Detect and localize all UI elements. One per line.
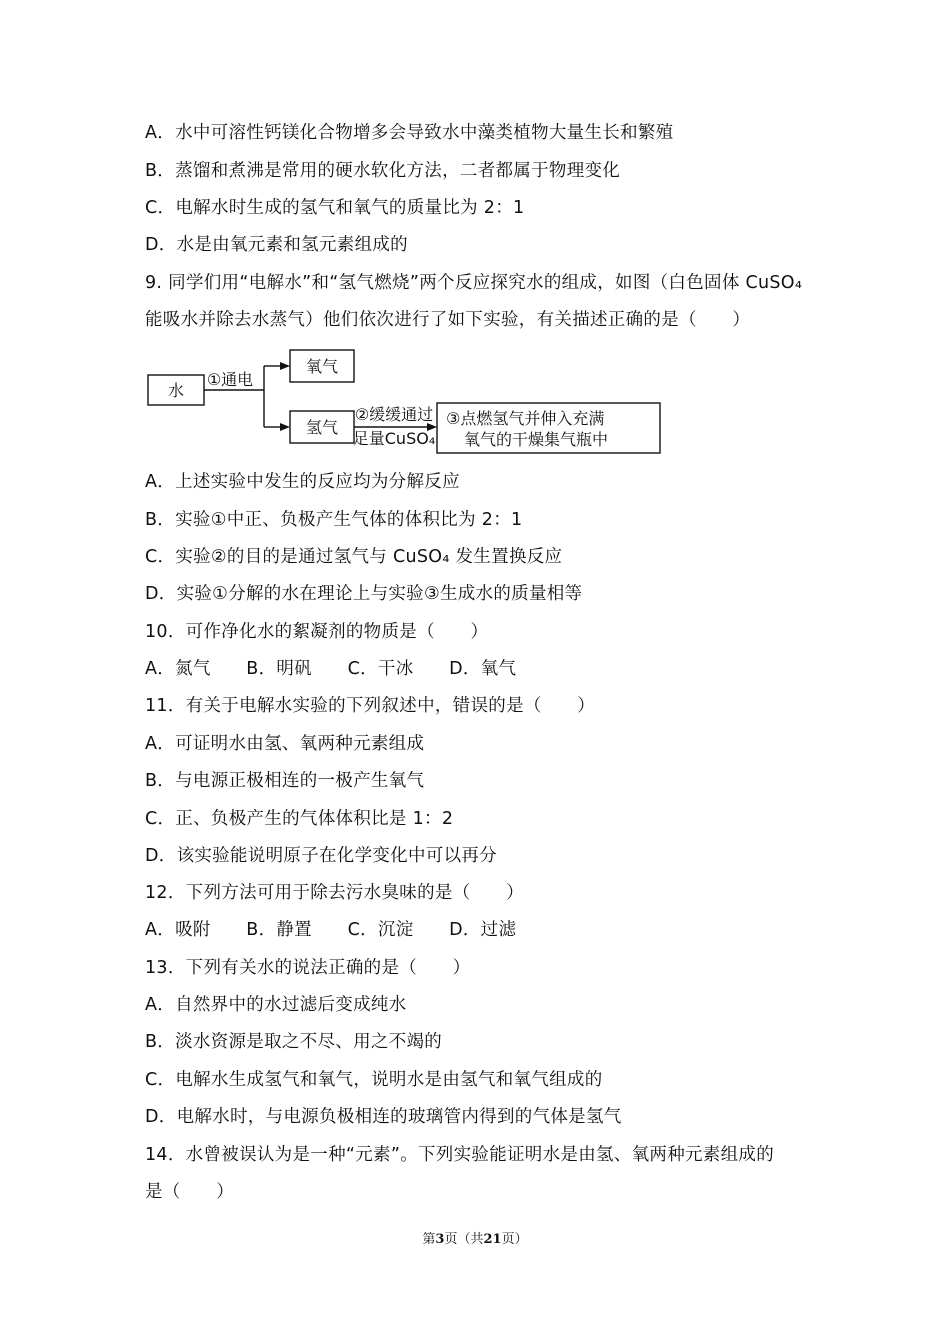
hydrogen-label: 氢气 — [305, 418, 339, 437]
option-9c: C．实验②的目的是通过氢气与 CuSO₄ 发生置换反应 — [145, 547, 563, 567]
option-8c: C．电解水时生成的氢气和氧气的质量比为 2：1 — [145, 198, 525, 218]
option-9b: B．实验①中正、负极产生气体的体积比为 2：1 — [145, 510, 523, 530]
option-13c: C．电解水生成氢气和氧气，说明水是由氢气和氧气组成的 — [145, 1070, 603, 1090]
footer-prefix: 第 — [422, 1232, 436, 1247]
question-11-stem: 11．有关于电解水实验的下列叙述中，错误的是（ ） — [145, 696, 596, 716]
option-11d: D．该实验能说明原子在化学变化中可以再分 — [145, 846, 497, 866]
option-13b: B．淡水资源是取之不尽、用之不竭的 — [145, 1032, 443, 1052]
question-9-stem-line2: 能吸水并除去水蒸气）他们依次进行了如下实验，有关描述正确的是（ ） — [145, 310, 751, 330]
page-footer — [0, 1228, 950, 1247]
option-13d: D．电解水时，与电源负极相连的玻璃管内得到的气体是氢气 — [145, 1107, 622, 1127]
question-10-options: A．氮气 B．明矾 C．干冰 D．氧气 — [145, 659, 517, 679]
option-11c: C．正、负极产生的气体体积比是 1：2 — [145, 809, 454, 829]
option-11a: A．可证明水由氢、氧两种元素组成 — [145, 734, 425, 754]
arrow-head-oxygen — [280, 362, 290, 370]
oxygen-label: 氧气 — [305, 357, 339, 376]
footer-suffix: 页） — [501, 1232, 528, 1247]
footer-mid: 页（共 — [444, 1232, 484, 1247]
option-8a: A．水中可溶性钙镁化合物增多会导致水中藻类植物大量生长和繁殖 — [145, 123, 674, 143]
question-9-stem-line1: 9. 同学们用“电解水”和“氢气燃烧”两个反应探究水的组成，如图（白色固体 CuSO₄ — [145, 273, 803, 293]
arrow-head-hydrogen — [280, 423, 290, 431]
option-9a: A．上述实验中发生的反应均为分解反应 — [145, 472, 460, 492]
option-9d: D．实验①分解的水在理论上与实验③生成水的质量相等 — [145, 584, 583, 604]
option-8b: B．蒸馏和煮沸是常用的硬水软化方法，二者都属于物理变化 — [145, 161, 621, 181]
footer-total-pages: 21 — [483, 1232, 502, 1247]
question-13-stem: 13．下列有关水的说法正确的是（ ） — [145, 958, 471, 978]
step3-label-line2: 氧气的干燥集气瓶中 — [464, 430, 609, 449]
question-14-stem-line2: 是（ ） — [145, 1182, 234, 1202]
question-10-stem: 10．可作净化水的絮凝剂的物质是（ ） — [145, 622, 489, 642]
question-12-stem: 12．下列方法可用于除去污水臭味的是（ ） — [145, 883, 524, 903]
water-label: 水 — [167, 381, 185, 400]
option-8d: D．水是由氧元素和氢元素组成的 — [145, 235, 408, 255]
step2-label-line2: 足量CuSO₄ — [352, 429, 436, 448]
footer-page-number: 3 — [435, 1232, 445, 1247]
experiment-flow-diagram — [146, 348, 666, 456]
step3-label-line1: ③点燃氢气并伸入充满 — [446, 409, 605, 428]
question-12-options: A．吸附 B．静置 C．沉淀 D．过滤 — [145, 920, 517, 940]
option-13a: A．自然界中的水过滤后变成纯水 — [145, 995, 407, 1015]
step1-label: ①通电 — [206, 370, 254, 389]
option-11b: B．与电源正极相连的一极产生氧气 — [145, 771, 425, 791]
question-14-stem-line1: 14．水曾被误认为是一种“元素”。下列实验能证明水是由氢、氧两种元素组成的 — [145, 1145, 774, 1165]
step2-label-line1: ②缓缓通过 — [354, 405, 434, 424]
